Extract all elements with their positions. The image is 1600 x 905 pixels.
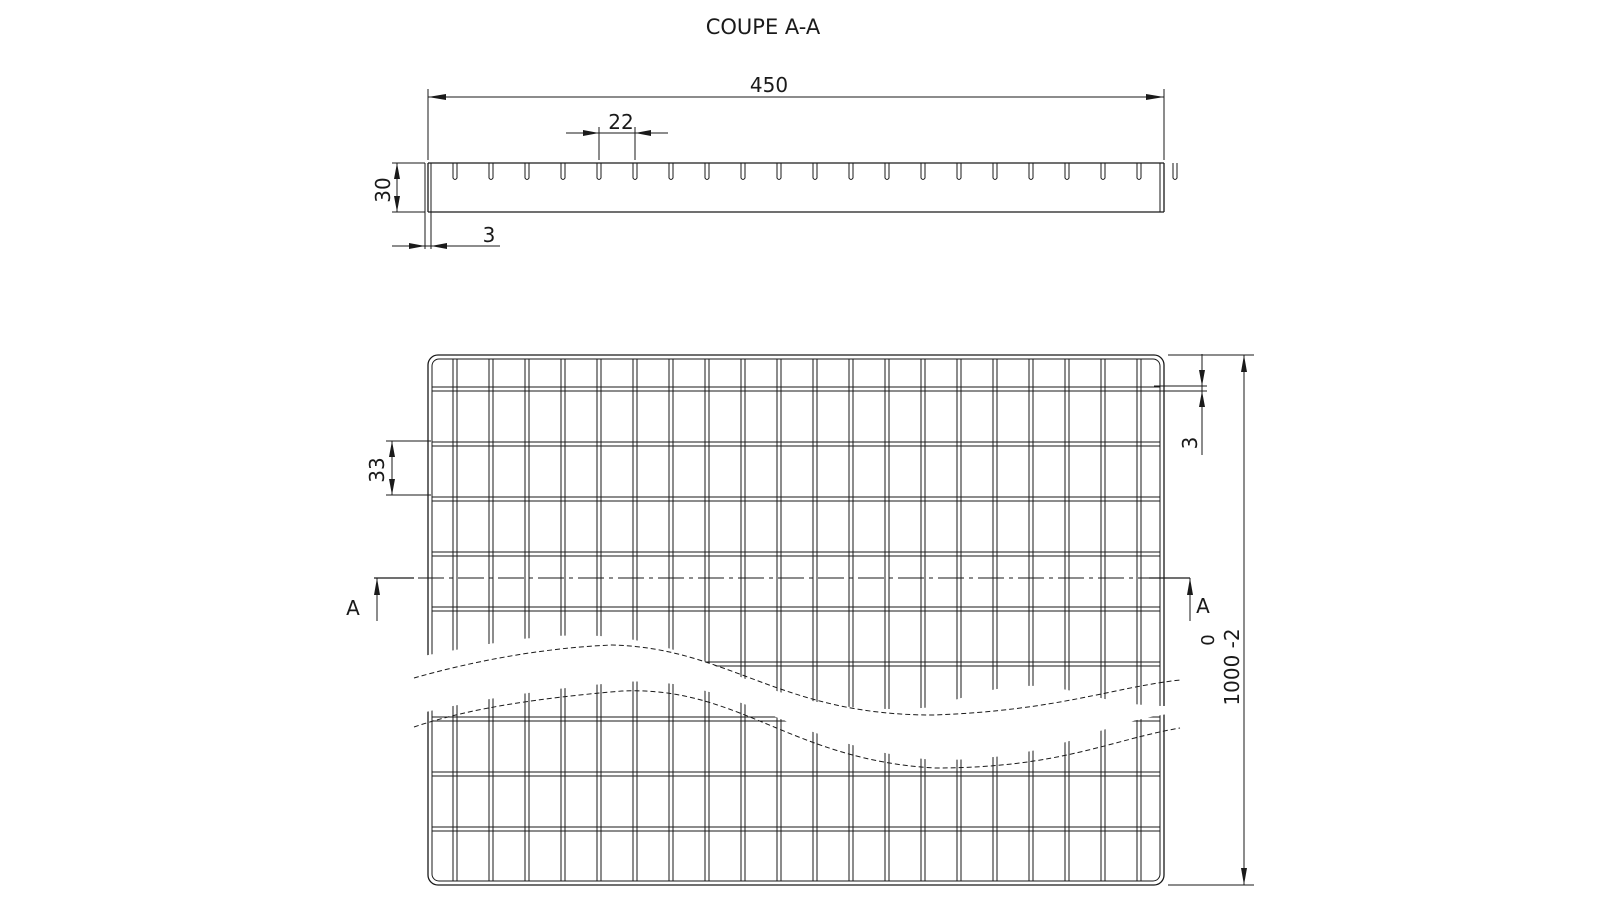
section-title: COUPE A-A <box>705 15 821 39</box>
section-slot <box>633 163 637 180</box>
section-mark-right: A <box>1196 594 1210 618</box>
dim-label-33: 33 <box>365 457 389 483</box>
section-slot <box>957 163 961 180</box>
dim-label-30: 30 <box>371 177 395 203</box>
dimension-overall-width <box>428 73 1164 160</box>
section-slot <box>597 163 601 180</box>
section-slot <box>705 163 709 180</box>
dim-label-22: 22 <box>608 110 634 134</box>
section-mark-left: A <box>346 596 360 620</box>
section-profile <box>428 163 1177 212</box>
dim-label-tolerance-0: 0 <box>1198 634 1219 646</box>
dimension-row-pitch <box>365 441 431 495</box>
section-slot <box>1029 163 1033 180</box>
dim-label-1000: 1000 -2 <box>1220 628 1244 706</box>
section-slot <box>993 163 997 180</box>
dim-label-3-section: 3 <box>482 223 496 247</box>
dimension-plan-thickness <box>1154 354 1207 455</box>
section-slot <box>849 163 853 180</box>
dimension-overall-length <box>1168 355 1254 885</box>
section-slot <box>741 163 745 180</box>
section-slot <box>921 163 925 180</box>
section-slot <box>561 163 565 180</box>
section-slot <box>489 163 493 180</box>
dimension-section-thickness <box>392 163 500 249</box>
section-slot <box>885 163 889 180</box>
section-slot <box>813 163 817 180</box>
section-slot <box>777 163 781 180</box>
section-slot <box>525 163 529 180</box>
section-slot <box>1173 163 1177 180</box>
dim-label-450: 450 <box>749 73 789 97</box>
section-slot <box>453 163 457 180</box>
section-slots <box>453 163 1177 180</box>
section-slot <box>1101 163 1105 180</box>
section-slot <box>669 163 673 180</box>
section-slot <box>1137 163 1141 180</box>
grating-plan-view <box>414 355 1180 885</box>
dimension-bar-pitch <box>566 110 668 160</box>
section-slot <box>1065 163 1069 180</box>
dim-label-3-plan: 3 <box>1178 436 1202 450</box>
dimension-height <box>371 163 425 212</box>
section-cut-line <box>346 578 1210 621</box>
